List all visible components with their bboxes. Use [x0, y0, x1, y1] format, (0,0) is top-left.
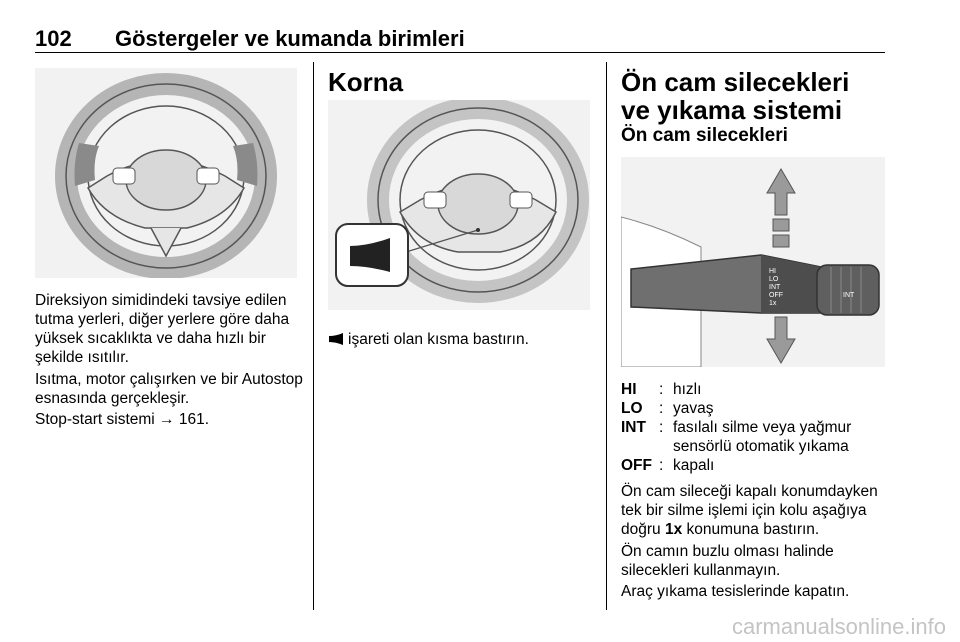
column-divider [313, 62, 314, 610]
lever-label-hi: HI [769, 268, 776, 275]
wiper-lever-illustration [621, 157, 885, 367]
instruction-text: işareti olan kısma bastırın. [348, 331, 529, 348]
colon: : [659, 419, 664, 436]
steering-wheel-illustration [35, 68, 297, 278]
wiper-position-list [621, 380, 891, 475]
heated-steering-wheel-figure [35, 68, 297, 278]
section-heading: Ön cam silecekleri ve yıkama sistemi [621, 67, 850, 125]
horn-icon [328, 331, 344, 343]
horn-figure [328, 100, 590, 310]
page-header [35, 20, 885, 53]
horn-illustration [328, 100, 590, 310]
colon: : [659, 400, 664, 417]
cross-reference: Stop-start sistemi → 161. [35, 411, 210, 428]
lever-label-int: INT [769, 284, 781, 291]
list-item [621, 418, 891, 456]
wiper-lever-figure [621, 157, 885, 367]
description: hızlı [673, 381, 702, 398]
lever-label-lo: LO [769, 276, 779, 283]
paragraph-text: Ön cam sileceği kapalı konumdayken tek bir silme işlemi için kolu aşağıya doğru [621, 483, 878, 538]
page-number: 102 [35, 26, 72, 51]
subsection-heading: Ön cam silecekleri [621, 125, 788, 146]
paragraph: Direksiyon simidindeki tavsiye edilen tutma yerleri, diğer yerlere göre daha yüksek sıcaklıkta ve daha hızlı bir şekilde ısıtılır. [35, 292, 290, 366]
section-heading: Korna [328, 67, 404, 97]
description: kapalı [673, 457, 715, 474]
colon: : [659, 381, 664, 398]
paragraph: Isıtma, motor çalışırken ve bir Autostop esnasında gerçekleşir. [35, 371, 303, 407]
term: HI [621, 381, 637, 398]
description: fasılalı silme veya yağmur sensörlü otomatik yıkama [673, 419, 852, 455]
ring-label-int: INT [843, 292, 855, 299]
running-title: Göstergeler ve kumanda birimleri [115, 26, 465, 51]
lever-label-off: OFF [769, 292, 783, 299]
list-item [621, 399, 891, 418]
term: OFF [621, 457, 652, 474]
list-item [621, 380, 891, 399]
term: INT [621, 419, 646, 436]
lever-label-1x: 1x [769, 300, 777, 307]
paragraph: Ön camın buzlu olması halinde silecekleri kullanmayın. [621, 543, 834, 579]
watermark: carmanualsonline.info [731, 614, 946, 639]
horn-instruction [328, 330, 596, 349]
colon: : [659, 457, 664, 474]
term: LO [621, 400, 643, 417]
column-divider [606, 62, 607, 610]
bold-term: 1x [664, 521, 683, 538]
paragraph [621, 482, 891, 539]
paragraph-text: konumuna bastırın. [686, 521, 820, 538]
description: yavaş [673, 400, 714, 417]
list-item [621, 456, 891, 475]
paragraph: Araç yıkama tesislerinde kapatın. [621, 583, 850, 600]
